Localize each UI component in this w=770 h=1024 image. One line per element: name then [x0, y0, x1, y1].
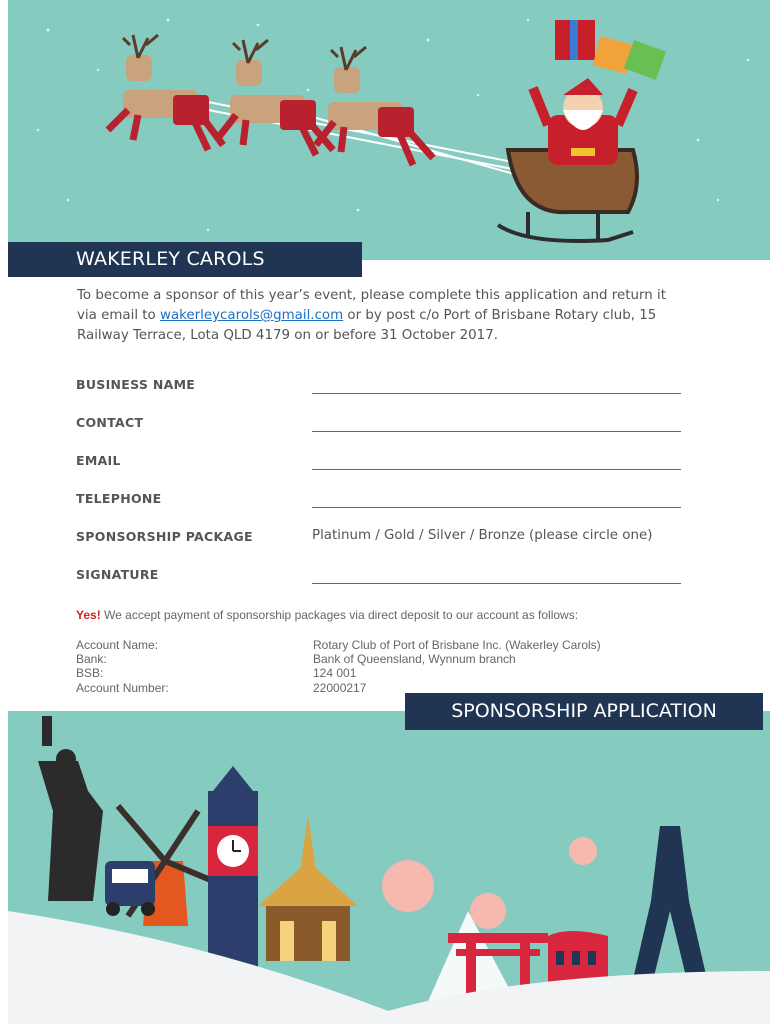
- santa-sleigh-illustration: [8, 0, 770, 260]
- email-label: EMAIL: [76, 453, 121, 468]
- account-name-label: Account Name:: [76, 638, 159, 652]
- page-title: WAKERLEY CAROLS: [8, 242, 362, 277]
- account-number-value: 22000217: [313, 680, 367, 695]
- bank-label: Bank:: [76, 652, 107, 667]
- payment-yes: Yes!: [76, 608, 101, 622]
- bsb-row: [76, 666, 696, 680]
- business-name-field[interactable]: [312, 393, 681, 394]
- hero-illustration: [8, 0, 770, 260]
- contact-row: [76, 415, 681, 437]
- reindeer-2: [218, 40, 333, 155]
- gift-boxes: [555, 20, 666, 80]
- signature-field[interactable]: [312, 583, 681, 584]
- account-name-row: [76, 638, 696, 652]
- world-landmarks-illustration: [8, 711, 770, 1024]
- signature-row: [76, 567, 681, 589]
- package-options[interactable]: Platinum / Gold / Silver / Bronze (please circle one): [312, 528, 653, 543]
- payment-text: We accept payment of sponsorship packages via direct deposit to our account as follows:: [100, 608, 579, 622]
- telephone-row: [76, 491, 681, 513]
- account-details: [76, 638, 696, 695]
- sponsorship-application-banner: SPONSORSHIP APPLICATION: [405, 693, 763, 730]
- intro-paragraph: [77, 286, 687, 346]
- big-ben: [208, 766, 258, 981]
- bsb-value: 124 001: [313, 666, 357, 681]
- account-name-value: Rotary Club of Port of Brisbane Inc. (Wakerley Carols): [313, 638, 601, 652]
- sponsorship-package-label: SPONSORSHIP PACKAGE: [76, 529, 253, 544]
- statue-of-liberty: [38, 716, 103, 901]
- business-name-label: BUSINESS NAME: [76, 377, 196, 392]
- contact-field[interactable]: [312, 431, 681, 432]
- signature-label: SIGNATURE: [76, 567, 159, 582]
- sponsorship-package-row: [76, 529, 681, 551]
- reindeer-1: [108, 35, 223, 150]
- account-number-label: Account Number:: [76, 680, 169, 695]
- cherry-blossoms: [382, 837, 597, 929]
- footer-illustration: [8, 711, 770, 1024]
- email-field[interactable]: [312, 469, 681, 470]
- contact-label: CONTACT: [76, 415, 144, 430]
- intro-text-after: or by post c/o Port of Brisbane Rotary club, 15 Railway Terrace, Lota QLD 4179 on or before 31 October 2017.: [77, 308, 657, 343]
- thai-temple: [258, 816, 358, 961]
- santa: [533, 78, 633, 165]
- email-link[interactable]: wakerleycarols@gmail.com: [160, 308, 344, 323]
- intro-text-before: To become a sponsor of this year’s event, please complete this application and return it via email to: [77, 288, 666, 323]
- payment-note: [76, 608, 578, 622]
- bank-row: [76, 652, 696, 666]
- email-row: [76, 453, 681, 475]
- business-name-row: [76, 377, 681, 399]
- bsb-label: BSB:: [76, 666, 104, 681]
- bank-value: Bank of Queensland, Wynnum branch: [313, 652, 516, 667]
- telephone-label: TELEPHONE: [76, 491, 162, 506]
- telephone-field[interactable]: [312, 507, 681, 508]
